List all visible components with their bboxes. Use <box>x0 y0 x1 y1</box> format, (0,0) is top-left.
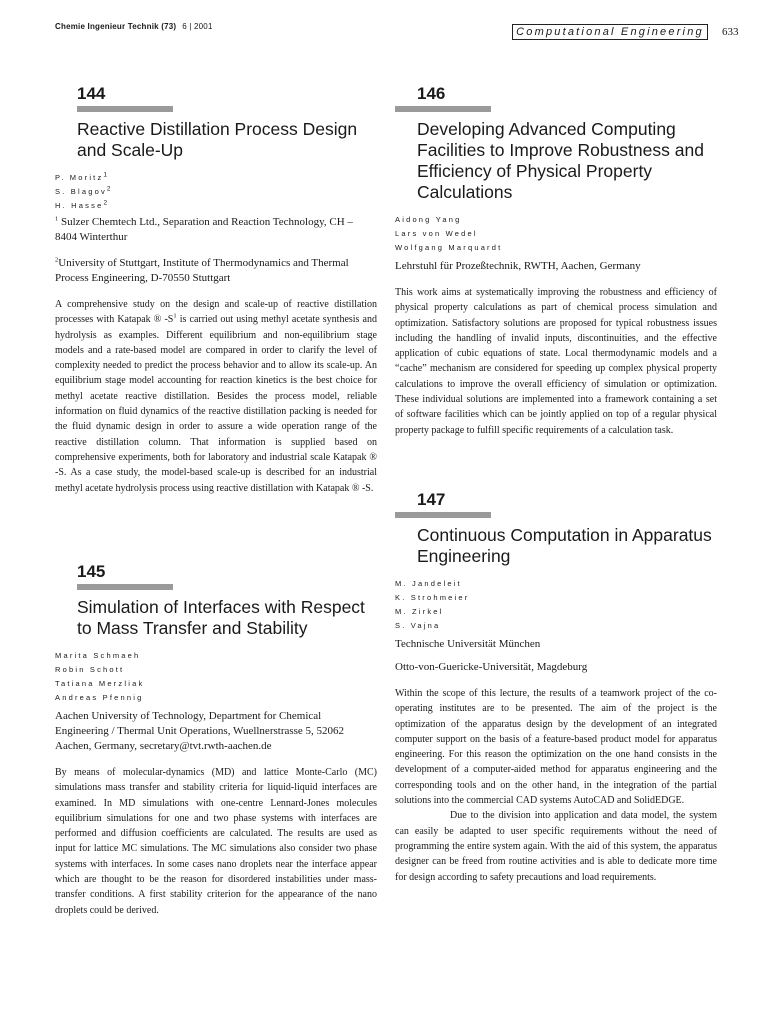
journal-name: Chemie Ingenieur Technik (73) <box>55 22 177 31</box>
author: Aidong Yang <box>395 215 462 224</box>
author: Marita Schmaeh <box>55 651 141 660</box>
section-label: Computational Engineering <box>512 24 708 40</box>
abstract: By means of molecular-dynamics (MD) and lattice Monte-Carlo (MC) simulations mass transfer and stability criteria for liquid-liquid interfaces are examined. In MD simulations with one-centre Lennard-Jones molecules equilibrium simulations for one and two phase systems with interfaces are performed and diffusion coefficients are calculated. The results are used as input for lattice MC simulations. The MC simulations also consider two phase systems with interfaces. In some cases nano droplets near the interface appear which are thought to be the reason for disordered instabilities under mass-transfer conditions. A first stability criterion for the appearance of the nano droplets could be derived. <box>55 767 377 916</box>
article-number: 146 <box>417 84 446 103</box>
author: P. Moritz$^1$ <box>55 171 110 182</box>
abstract <box>395 686 717 885</box>
affiliation: $^2$University of Stuttgart, Institute of Thermodynamics and Thermal Process Engineering, D-70550 Stuttgart <box>55 256 349 284</box>
author: Andreas Pfennig <box>55 693 144 702</box>
article-146 <box>395 84 717 438</box>
affiliation: Technische Universität München <box>395 638 541 650</box>
author-list <box>55 649 377 705</box>
article-title: Developing Advanced Computing Facilities to Improve Robustness and Efficiency of Physical Property Calculations <box>417 119 704 202</box>
author: S. Blagov$^2$ <box>55 185 113 196</box>
author: K. Strohmeier <box>395 593 470 602</box>
affiliation: $^1$ Sulzer Chemtech Ltd., Separation and Reaction Technology, CH – 8404 Winterthur <box>55 215 353 243</box>
abstract-paragraph: Within the scope of this lecture, the results of a teamwork project of the co-operating institutes are to be presented. The aim of the project is the optimization of the apparatus design by the development of an integrated computer support on the basis of a feature-based product model for apparatus engineering. For this reason the optimization on the one hand consists in the development of a computer-aided method for apparatus engineering and the corresponding tools and on the other hand, in the integration of the partial solutions into the commercial CAD systems AutoCAD and SolidEDGE. <box>395 688 717 807</box>
page-number: 633 <box>722 26 739 38</box>
affiliation: Lehrstuhl für Prozeßtechnik, RWTH, Aachen, Germany <box>395 260 641 272</box>
author-list <box>395 213 717 255</box>
author: Robin Schott <box>55 665 125 674</box>
article-145 <box>55 562 377 918</box>
author: M. Zirkel <box>395 607 444 616</box>
affiliation: Aachen University of Technology, Department for Chemical Engineering / Thermal Unit Operations, Wuellnerstrasse 5, 52062 Aachen, Germany, secretary@tvt.rwth-aachen.de <box>55 710 345 752</box>
number-bar <box>395 512 491 518</box>
journal-header <box>55 22 213 31</box>
author: Tatiana Merzliak <box>55 679 145 688</box>
article-number: 144 <box>77 84 106 103</box>
abstract-paragraph: Due to the division into application and data model, the system can easily be adapted to user specific requirements without the need of programming the entire system again. With the aid of this system, the apparatus designer can be freed from routine activities and is able to dedicate more time for design according to safety precautions and load requirements. <box>395 810 717 883</box>
author-list <box>55 171 377 213</box>
affiliation: Otto-von-Guericke-Universität, Magdeburg <box>395 661 588 673</box>
article-147 <box>395 490 717 885</box>
abstract: This work aims at systematically improving the robustness and efficiency of physical property calculations as part of chemical process simulation and optimization. Satisfactory solutions are proposed for typical robustness issues including the handling of invalid inputs, discontinuities, and the effective application of cubic equations of state. Local thermodynamic models and a “cache” mechanism are considered for speeding up complex physical property calculations to improve the overall efficiency of simulation or optimization. These individual solutions are implemented into a framework containing a set of software facilities which can be jointly applied on top of a regular physical property package to fulfill specific requirements of a calculation task. <box>395 287 717 436</box>
number-bar <box>77 106 173 112</box>
journal-issue: 6 | 2001 <box>182 22 213 31</box>
author: M. Jandeleit <box>395 579 462 588</box>
author: Wolfgang Marquardt <box>395 243 503 252</box>
author: Lars von Wedel <box>395 229 478 238</box>
abstract: A comprehensive study on the design and scale-up of reactive distillation processes with Katapak ® $-S^1$ is carried out using methyl acetate synthesis and hydrolysis as examples. Different equilibrium and non-equilibrium stage models and a rate-based model are compared in order to clarify the level of complexity needed to predict the process behavior and to allow its scale-up. An equilibrium stage model accounting for reaction kinetics is the best choice for methyl acetate reactive distillation. Besides the process model, reliable information on fluid dynamics of the reactive distillation packing is needed for the fluid dynamic design in order to assure a wide operation range of the reactive distillation column. That information is supplied based on comprehensive experiments, both for laboratory and industrial scale Katapak ® -S. As a case study, the model-based scale-up is described for an industrial methyl acetate hydrolysis process using reactive distillation with Katapak ® -S. <box>55 299 377 494</box>
number-bar <box>395 106 491 112</box>
author: S. Vajna <box>395 621 441 630</box>
article-title: Reactive Distillation Process Design and Scale-Up <box>77 119 358 160</box>
article-number: 145 <box>77 562 106 581</box>
article-title: Continuous Computation in Apparatus Engineering <box>417 525 712 566</box>
article-144 <box>55 84 377 496</box>
author: H. Hasse$^2$ <box>55 199 110 210</box>
number-bar <box>77 584 173 590</box>
article-title: Simulation of Interfaces with Respect to Mass Transfer and Stability <box>77 597 365 638</box>
author-list <box>395 577 717 633</box>
article-number: 147 <box>417 490 446 509</box>
